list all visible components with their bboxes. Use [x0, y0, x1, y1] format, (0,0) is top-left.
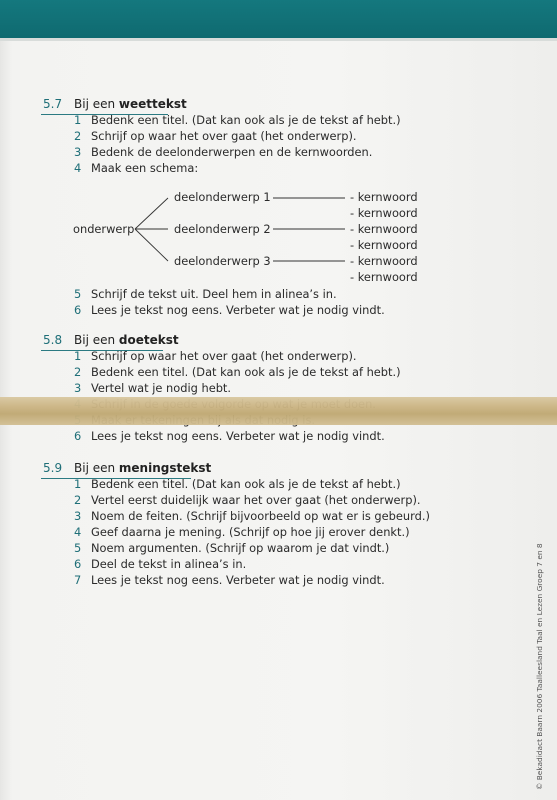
section-title-prefix: Bij een: [74, 333, 119, 347]
item-number: 6: [74, 557, 82, 571]
item-text: Bedenk een titel. (Dat kan ook als je de tekst af hebt.): [91, 113, 401, 127]
copyright-spine: [535, 530, 549, 790]
schema-root-label: onderwerp: [73, 222, 135, 236]
schema-keyword: - kernwoord: [350, 254, 418, 268]
section-title-prefix: Bij een: [74, 461, 119, 475]
section-title-keyword: weettekst: [118, 97, 187, 111]
item-text: Schrijf op waar het over gaat (het onderwerp).: [91, 129, 357, 143]
schema-branch-line: [135, 198, 168, 229]
item-number: 7: [74, 573, 82, 587]
item-number: 5: [74, 287, 82, 301]
item-text: Schrijf op waar het over gaat (het onderwerp).: [91, 349, 357, 363]
item-text: Lees je tekst nog eens. Verbeter wat je nodig vindt.: [91, 429, 385, 443]
schema-keyword: - kernwoord: [350, 238, 418, 252]
header-band: [0, 0, 557, 38]
item-number: 3: [74, 381, 82, 395]
item-text: Vertel wat je nodig hebt.: [91, 381, 232, 395]
schema-sub-label-3: deelonderwerp 3: [174, 254, 271, 268]
schema-sub-label-1: deelonderwerp 1: [174, 190, 271, 204]
item-text: Maak een schema:: [91, 161, 199, 175]
item-text: Lees je tekst nog eens. Verbeter wat je nodig vindt.: [91, 573, 385, 587]
item-text: Noem argumenten. (Schrijf op waarom je dat vindt.): [91, 541, 390, 555]
item-number: 2: [74, 493, 82, 507]
item-text: Geef daarna je mening. (Schrijf op hoe jij erover denkt.): [91, 525, 410, 539]
schema-keyword: - kernwoord: [350, 270, 418, 284]
item-text: Bedenk de deelonderwerpen en de kernwoorden.: [91, 145, 373, 159]
item-text: Lees je tekst nog eens. Verbeter wat je nodig vindt.: [91, 303, 385, 317]
rubber-band: [0, 397, 557, 425]
item-text: Schrijf de tekst uit. Deel hem in alinea’s in.: [91, 287, 337, 301]
section-title-keyword: doetekst: [118, 333, 179, 347]
item-number: 3: [74, 509, 82, 523]
item-text: Vertel eerst duidelijk waar het over gaat (het onderwerp).: [91, 493, 421, 507]
section-title-prefix: Bij een: [74, 97, 119, 111]
item-text: Deel de tekst in alinea’s in.: [91, 557, 247, 571]
item-number: 4: [74, 525, 82, 539]
item-text: Bedenk een titel. (Dat kan ook als je de tekst af hebt.): [91, 365, 401, 379]
schema-sub-label-2: deelonderwerp 2: [174, 222, 271, 236]
section-title: [74, 333, 179, 347]
section-number: 5.8: [43, 333, 63, 347]
schema-keyword: - kernwoord: [350, 206, 418, 220]
item-number: 2: [74, 129, 82, 143]
copyright-text: © Bekadidact Baarn 2006 Taalleesland Taal en Lezen Groep 7 en 8: [535, 543, 544, 790]
item-text: Bedenk een titel. (Dat kan ook als je de tekst af hebt.): [91, 477, 401, 491]
item-text: Noem de feiten. (Schrijf bijvoorbeeld op wat er is gebeurd.): [91, 509, 430, 523]
item-number: 1: [74, 349, 82, 363]
item-number: 1: [74, 113, 82, 127]
item-number: 1: [74, 477, 82, 491]
section-title-keyword: meningstekst: [118, 461, 212, 475]
schema-branch-line: [135, 229, 168, 261]
item-number: 6: [74, 429, 82, 443]
schema-keyword: - kernwoord: [350, 190, 418, 204]
schema-keyword: - kernwoord: [350, 222, 418, 236]
item-number: 6: [74, 303, 82, 317]
item-number: 3: [74, 145, 82, 159]
item-number: 4: [74, 161, 82, 175]
schema-lines: [0, 97, 557, 287]
item-number: 5: [74, 541, 82, 555]
item-number: 2: [74, 365, 82, 379]
section-number: 5.7: [43, 97, 63, 111]
section-title: [74, 461, 211, 475]
section-number: 5.9: [43, 461, 63, 475]
